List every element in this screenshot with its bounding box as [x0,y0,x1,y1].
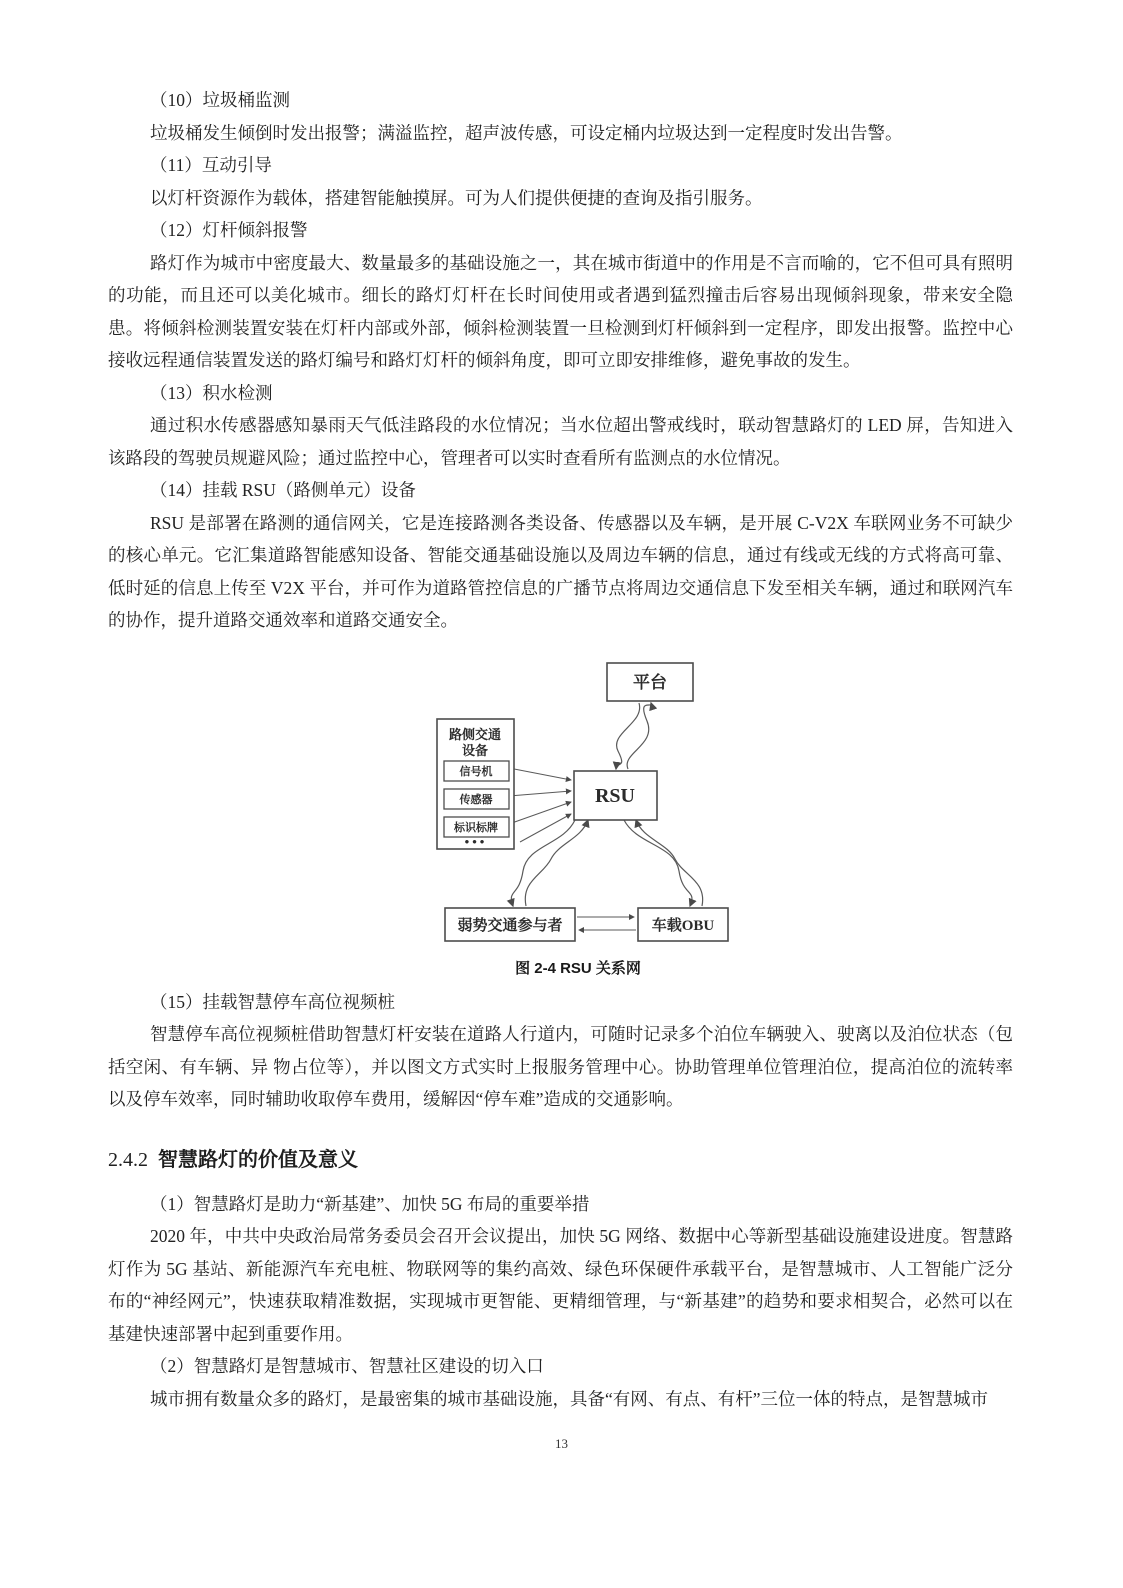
node-rsu-label: RSU [594,784,636,807]
node-ellipsis-dots: ••• [464,833,488,849]
figure-rsu-diagram [425,649,765,954]
item-15-heading: （15）挂载智慧停车高位视频桩 [150,991,395,1012]
section-number: 2.4.2 [108,1148,148,1171]
item-11-body: 以灯杆资源作为载体，搭建智能触摸屏。可为人们提供便捷的查询及指引服务。 [150,187,763,208]
node-roadside-label-line2: 设备 [461,742,489,758]
node-platform-label: 平台 [633,672,667,692]
line-sign-to-rsu [509,802,571,824]
arrow-platform-to-rsu [616,703,640,769]
item-10-body: 垃圾桶发生倾倒时发出报警；满溢监控，超声波传感，可设定桶内垃圾达到一定程度时发出告警。 [150,122,903,143]
arrow-vulnerable-to-rsu [525,820,588,906]
page-number: 13 [555,1436,568,1451]
document-content [108,84,1013,1415]
item-14-body: RSU 是部署在路测的通信网关，它是连接路测各类设备、传感器以及车辆，是开展 C-V2X 车联网业务不可缺少的核心单元。它汇集道路智能感知设备、智能交通基础设施以及周边车辆的信息，通过有线或无线的方式将高可靠、低时延的信息上传至 V2X 平台，并可作为道路管控信息的广播节点将周边交通信息下发至相关车辆，通过和联网汽车的协作，提升道路交通效率和道路交通安全。 [108,512,1013,630]
arrow-obu-to-rsu [636,820,703,906]
line-dots-to-rsu [520,814,571,842]
rsu-diagram-svg [425,649,765,949]
point-1-heading: （1）智慧路灯是助力“新基建”、加快 5G 布局的重要举措 [150,1193,590,1214]
node-roadside-label-line1: 路侧交通 [448,726,502,742]
point-2-body: 城市拥有数量众多的路灯，是最密集的城市基础设施，具备“有网、有点、有杆”三位一体的特点，是智慧城市 [150,1388,989,1409]
section-heading-2-4-2 [108,1146,1013,1174]
node-signal-label: 信号机 [459,765,493,778]
node-sign-label: 标识标牌 [454,821,498,834]
node-vulnerable-label: 弱势交通参与者 [457,917,563,934]
point-1-body: 2020 年，中共中央政治局常务委员会召开会议提出，加快 5G 网络、数据中心等新型基础设施建设进度。智慧路灯作为 5G 基站、新能源汽车充电桩、物联网等的集约高效、绿色环保硬件承载平台，是智慧城市、人工智能广泛分布的“神经网元”，快速获取精准数据，实现城市更智能、更精细管理，与“新基建”的趋势和要求相契合，必然可以在基建快速部署中起到重要作用。 [108,1226,1013,1344]
item-10-heading: （10）垃圾桶监测 [150,90,290,110]
item-11-heading: （11）互动引导 [150,155,272,175]
point-2-heading: （2）智慧路灯是智慧城市、智慧社区建设的切入口 [150,1356,544,1376]
item-12-body: 路灯作为城市中密度最大、数量最多的基础设施之一，其在城市街道中的作用是不言而喻的，它不但可具有照明的功能，而且还可以美化城市。细长的路灯灯杆在长时间使用或者遇到猛烈撞击后容易出现倾斜现象，带来安全隐患。将倾斜检测装置安装在灯杆内部或外部，倾斜检测装置一旦检测到灯杆倾斜到一定程序，即发出报警。监控中心接收远程通信装置发送的路灯编号和路灯灯杆的倾斜角度，即可立即安排维修，避免事故的发生。 [108,252,1013,370]
node-sensor-label: 传感器 [459,793,493,806]
line-sensor-to-rsu [509,791,571,796]
item-14-heading: （14）挂载 RSU（路侧单元）设备 [150,480,416,500]
line-signal-to-rsu [509,768,571,780]
arrow-rsu-to-obu [624,820,692,906]
node-obu-label: 车载OBU [651,917,715,934]
arrow-rsu-to-vulnerable [511,820,575,906]
item-13-body: 通过积水传感器感知暴雨天气低洼路段的水位情况；当水位超出警戒线时，联动智慧路灯的 LED 屏，告知进入该路段的驾驶员规避风险；通过监控中心，管理者可以实时查看所有监测点的水位情况。 [108,415,1013,468]
figure-caption: 图 2-4 RSU 关系网 [515,959,641,977]
item-13-heading: （13）积水检测 [150,382,273,403]
item-12-heading: （12）灯杆倾斜报警 [150,220,308,240]
section-title: 智慧路灯的价值及意义 [158,1148,358,1171]
item-15-body: 智慧停车高位视频桩借助智慧灯杆安装在道路人行道内，可随时记录多个泊位车辆驶入、驶离以及泊位状态（包括空闲、有车辆、异 物占位等），并以图文方式实时上报服务管理中心。协助管理单位管理泊位，提高泊位的流转率以及停车效率，同时辅助收取停车费用，缓解因“停车难”造成的交通影响。 [108,1024,1013,1109]
